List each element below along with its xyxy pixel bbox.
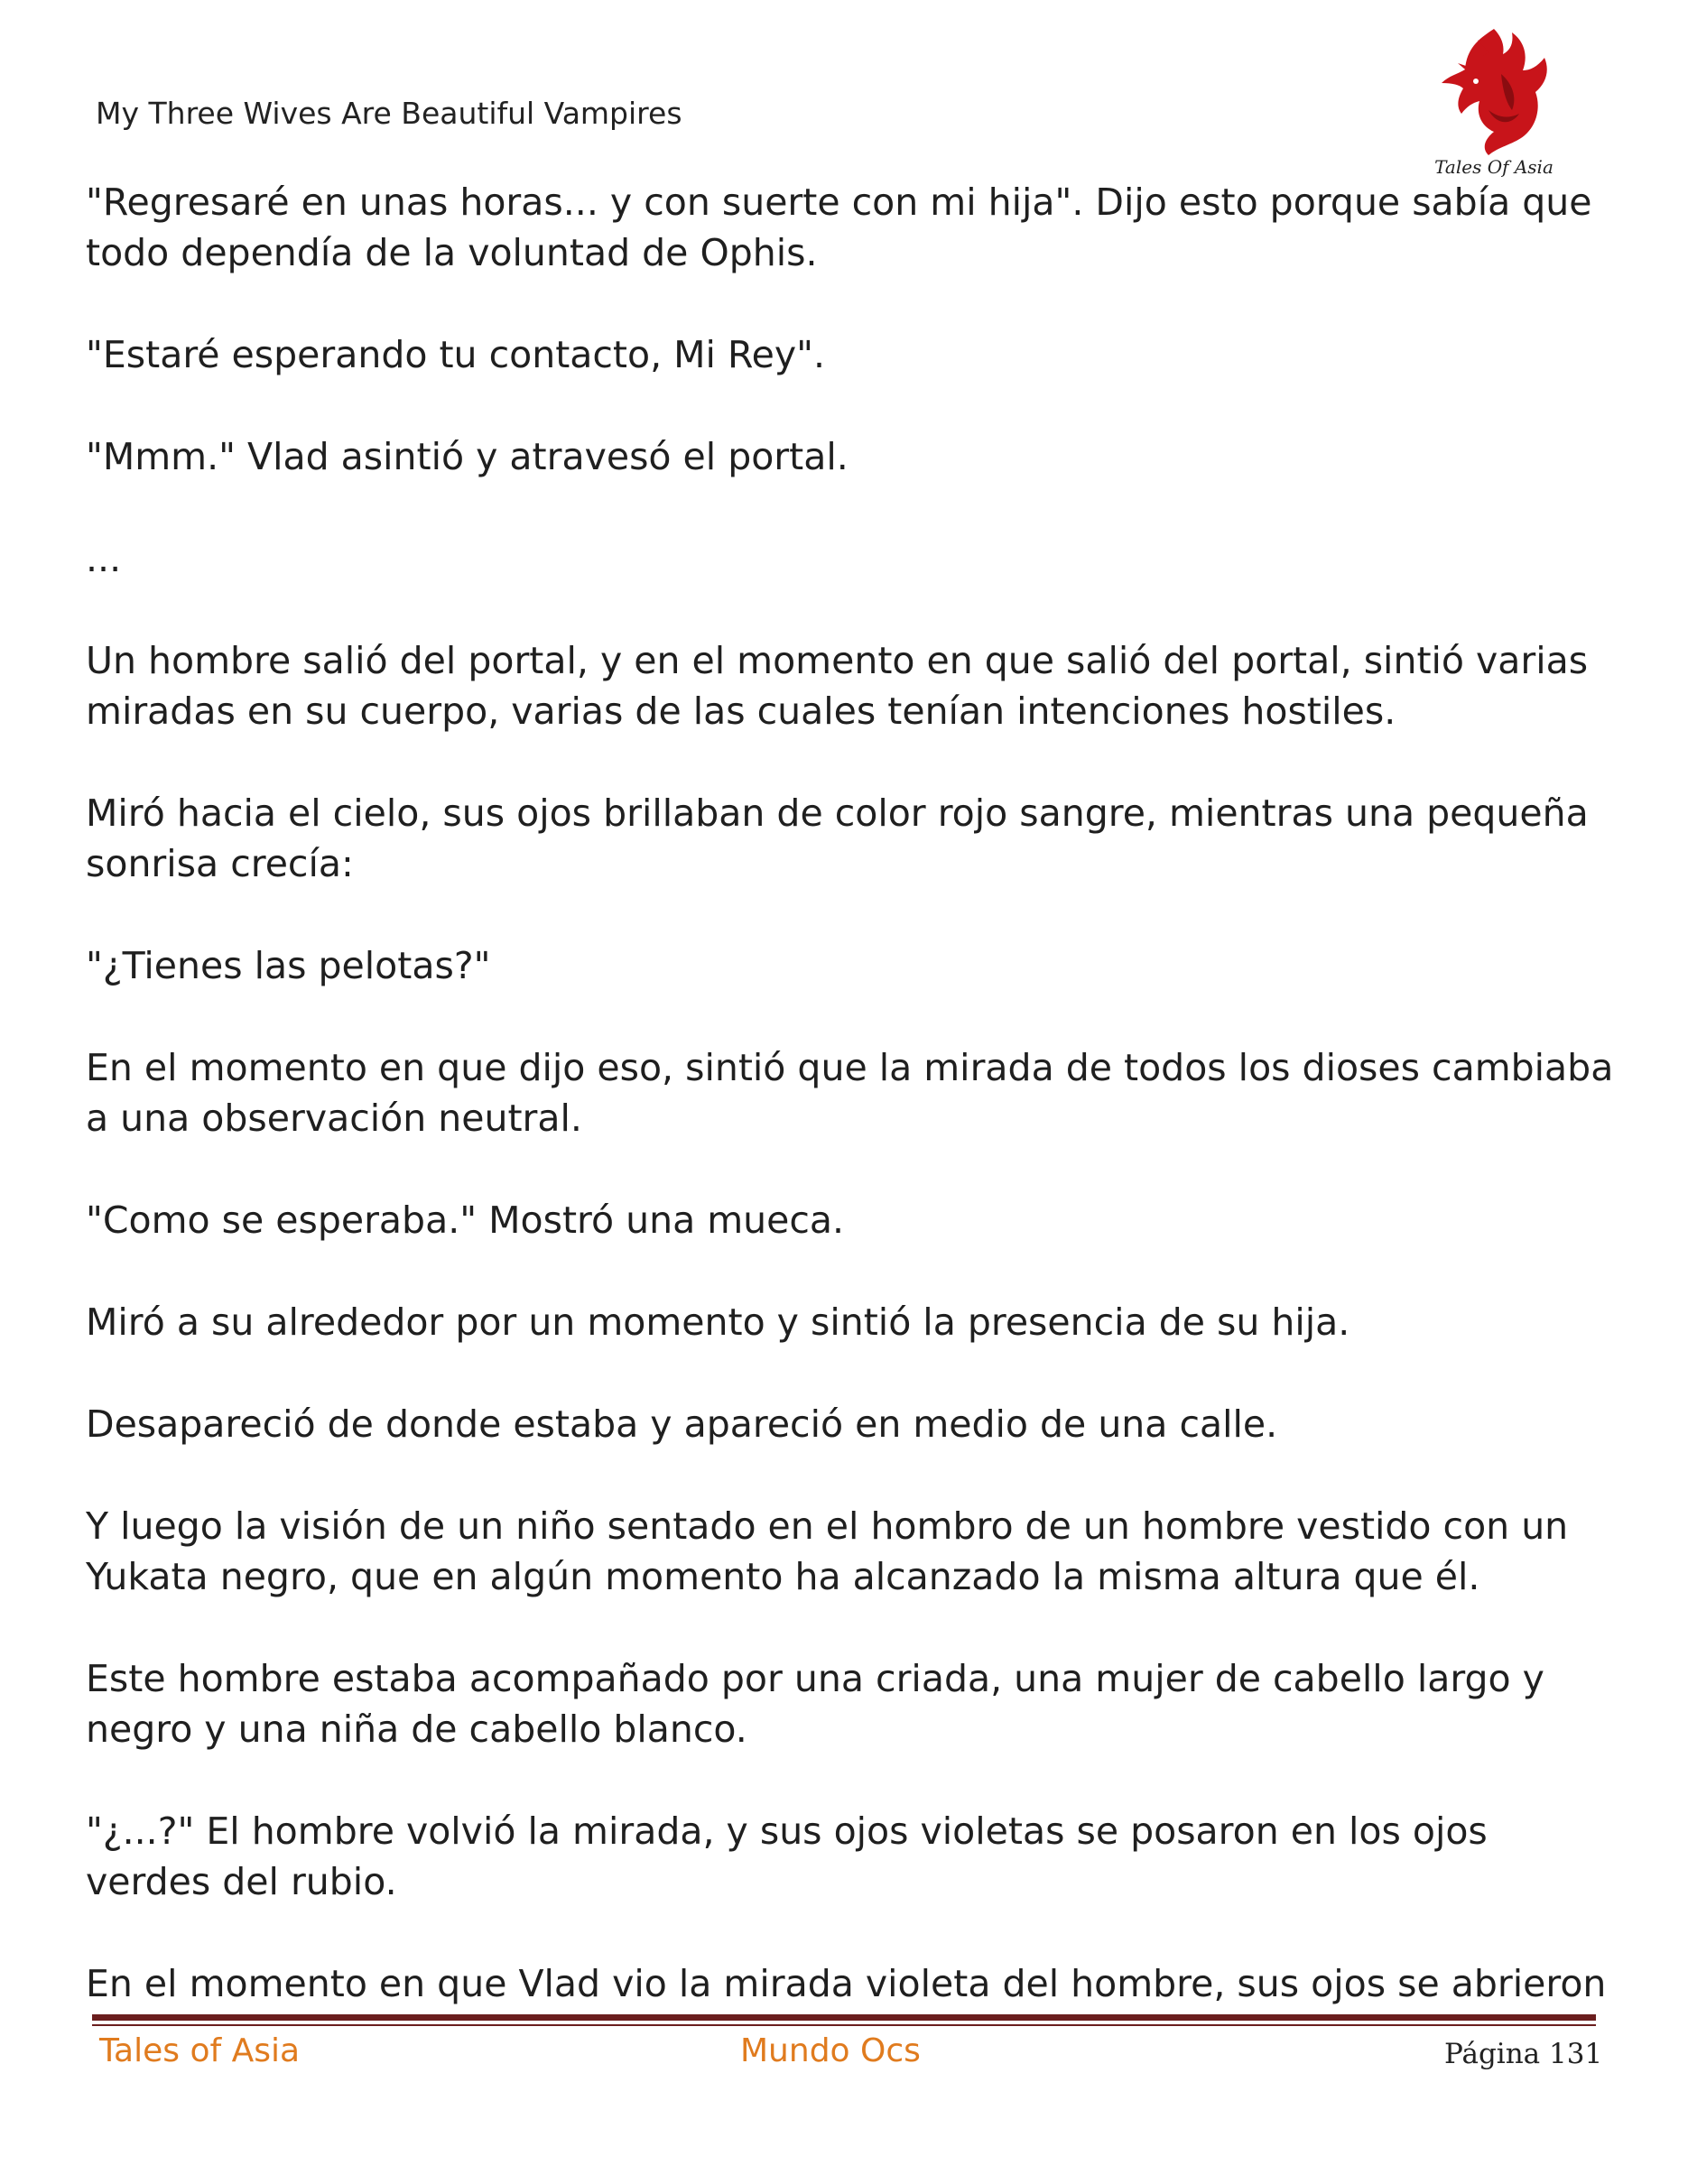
red-dragon-logo-icon — [1431, 20, 1557, 182]
paragraph: Desapareció de donde estaba y apareció en medio de una calle. — [86, 1402, 1278, 1446]
book-title: My Three Wives Are Beautiful Vampires — [96, 96, 682, 131]
paragraph: Un hombre salió del portal, y en el momento en que salió del portal, sintió varias miradas en su cuerpo, varias de las cuales tenían intenciones hostiles. — [86, 639, 1600, 733]
footer-divider-thin — [92, 2024, 1596, 2026]
paragraph: ... — [86, 537, 122, 580]
footer-site-name: Tales of Asia — [99, 2032, 301, 2069]
paragraph: "Como se esperaba." Mostró una mueca. — [86, 1198, 845, 1242]
paragraph: En el momento en que Vlad vio la mirada violeta del hombre, sus ojos se abrieron — [86, 1962, 1607, 2005]
paragraph: "Regresaré en unas horas... y con suerte con mi hija". Dijo esto porque sabía que todo dependía de la voluntad de Ophis. — [86, 180, 1604, 274]
footer-section-name: Mundo Ocs — [740, 2032, 921, 2069]
paragraph: En el momento en que dijo eso, sintió que la mirada de todos los dioses cambiaba a una observación neutral. — [86, 1046, 1626, 1140]
chapter-body — [86, 177, 1626, 2009]
paragraph: Y luego la visión de un niño sentado en el hombro de un hombre vestido con un Yukata negro, que en algún momento ha alcanzado la misma altura que él. — [86, 1504, 1581, 1598]
paragraph: Este hombre estaba acompañado por una criada, una mujer de cabello largo y negro y una niña de cabello blanco. — [86, 1657, 1556, 1751]
paragraph: "Mmm." Vlad asintió y atravesó el portal. — [86, 435, 849, 478]
paragraph: Miró hacia el cielo, sus ojos brillaban de color rojo sangre, mientras una pequeña sonrisa crecía: — [86, 791, 1600, 885]
page-number: Página 131 — [1444, 2038, 1603, 2070]
logo-text: Tales Of Asia — [1434, 156, 1554, 178]
paragraph: "¿...?" El hombre volvió la mirada, y sus ojos violetas se posaron en los ojos verdes del rubio. — [86, 1809, 1499, 1903]
paragraph: "¿Tienes las pelotas?" — [86, 944, 491, 987]
footer-divider — [92, 2014, 1596, 2021]
paragraph: "Estaré esperando tu contacto, Mi Rey". — [86, 333, 825, 376]
paragraph: Miró a su alrededor por un momento y sintió la presencia de su hija. — [86, 1300, 1350, 1344]
